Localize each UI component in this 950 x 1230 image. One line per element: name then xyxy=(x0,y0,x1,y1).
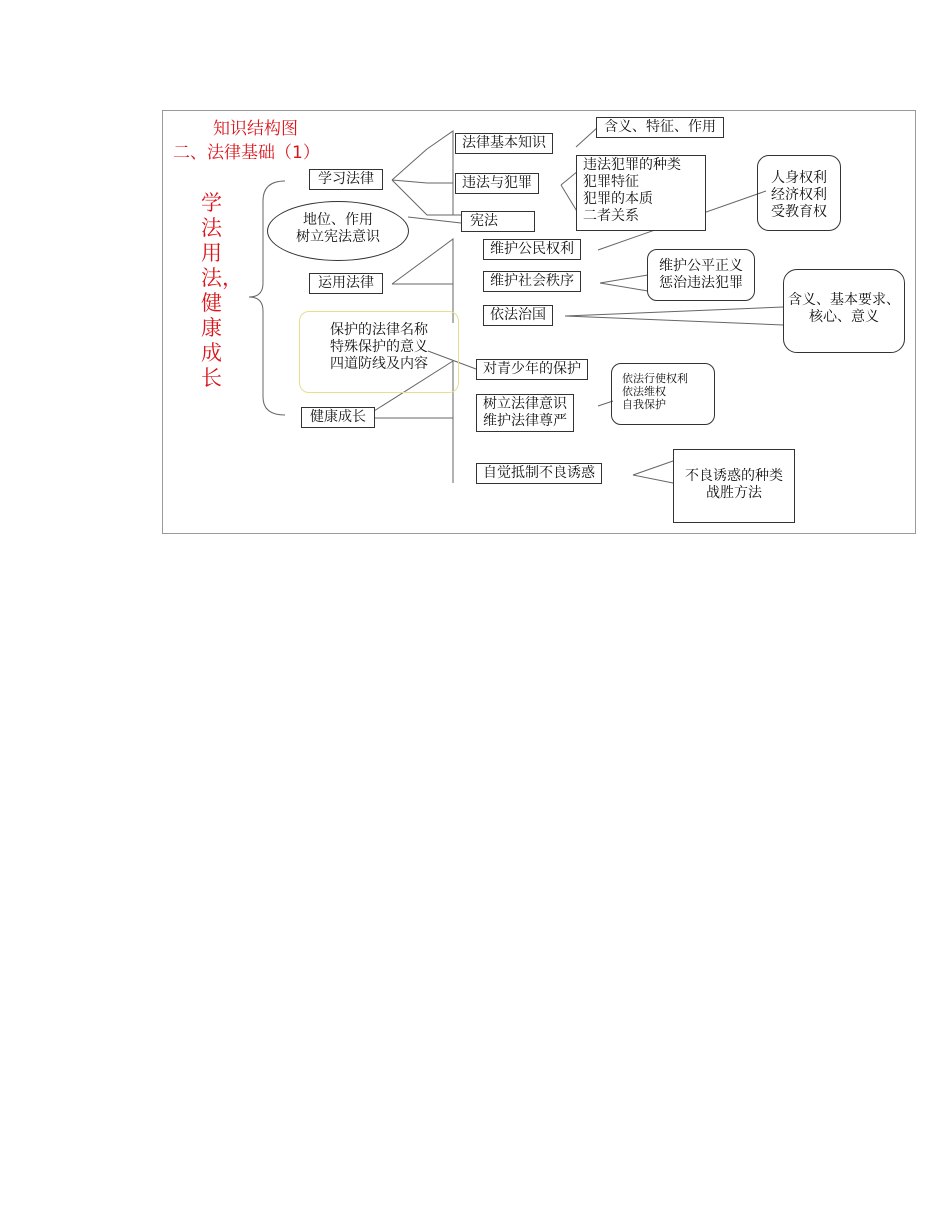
detail-line: 犯罪特征 xyxy=(583,174,639,190)
root-node xyxy=(201,191,243,391)
node-resist-temptation: 自觉抵制不良诱惑 xyxy=(476,463,602,484)
branch-learn-law: 学习法律 xyxy=(309,169,383,190)
detail-line: 受教育权 xyxy=(771,204,827,220)
detail-line: 战胜方法 xyxy=(706,485,762,501)
basics-connector xyxy=(576,127,598,147)
detail-line: 含义、基本要求、 xyxy=(788,292,900,308)
branch-healthy-growth: 健康成长 xyxy=(301,407,375,428)
root-char: 康 xyxy=(201,316,222,340)
learn-bracket xyxy=(427,131,453,215)
root-char: 成 xyxy=(201,341,222,365)
detail-line: 二者关系 xyxy=(583,208,639,224)
node-order-details xyxy=(647,249,755,301)
node-violation-crime: 违法与犯罪 xyxy=(455,173,539,194)
detail-line: 核心、意义 xyxy=(809,309,879,325)
detail-line: 依法维权 xyxy=(622,385,666,398)
node-protection-details xyxy=(299,311,459,393)
node-law-basics: 法律基本知识 xyxy=(455,133,553,154)
branch-apply-law: 运用法律 xyxy=(309,273,383,294)
node-protect-citizen-rights: 维护公民权利 xyxy=(483,239,581,260)
node-rule-by-law: 依法治国 xyxy=(483,305,553,326)
detail-line: 树立法律意识 xyxy=(483,396,567,412)
detail-line: 四道防线及内容 xyxy=(330,356,428,372)
node-constitution: 宪法 xyxy=(461,211,535,232)
detail-line: 地位、作用 xyxy=(303,212,373,228)
detail-line: 依法行使权利 xyxy=(622,372,688,385)
node-law-basics-detail: 含义、特征、作用 xyxy=(596,117,724,138)
detail-line: 惩治违法犯罪 xyxy=(659,275,743,291)
root-char: 学 xyxy=(201,191,222,215)
node-maintain-social-order: 维护社会秩序 xyxy=(483,271,581,292)
node-legal-awareness xyxy=(476,394,574,432)
detail-line: 特殊保护的意义 xyxy=(330,339,428,355)
detail-line: 人身权利 xyxy=(771,170,827,186)
node-temptation-details xyxy=(673,449,795,523)
diagram-title: 知识结构图 xyxy=(213,119,298,139)
root-char: 健 xyxy=(201,291,222,315)
root-char: 法， xyxy=(201,266,243,290)
detail-line: 经济权利 xyxy=(771,187,827,203)
knowledge-structure-diagram xyxy=(162,110,916,534)
detail-line: 树立宪法意识 xyxy=(296,229,380,245)
node-crime-details xyxy=(576,155,706,231)
detail-line: 违法犯罪的种类 xyxy=(583,157,681,173)
detail-line: 不良诱惑的种类 xyxy=(685,468,783,484)
diagram-subtitle: 二、法律基础（1） xyxy=(173,143,320,163)
node-rule-details xyxy=(783,269,905,353)
constitution-detail-ellipse xyxy=(267,201,409,261)
detail-line: 维护公平正义 xyxy=(659,258,743,274)
node-awareness-details xyxy=(611,363,715,425)
root-char: 法 xyxy=(201,216,222,240)
detail-line: 保护的法律名称 xyxy=(330,322,428,338)
detail-line: 维护法律尊严 xyxy=(483,413,567,429)
node-rights-details xyxy=(757,155,841,231)
node-youth-protection: 对青少年的保护 xyxy=(476,359,588,380)
root-char: 用 xyxy=(201,241,222,265)
detail-line: 自我保护 xyxy=(622,398,666,411)
detail-line: 犯罪的本质 xyxy=(583,191,653,207)
root-char: 长 xyxy=(201,366,222,390)
